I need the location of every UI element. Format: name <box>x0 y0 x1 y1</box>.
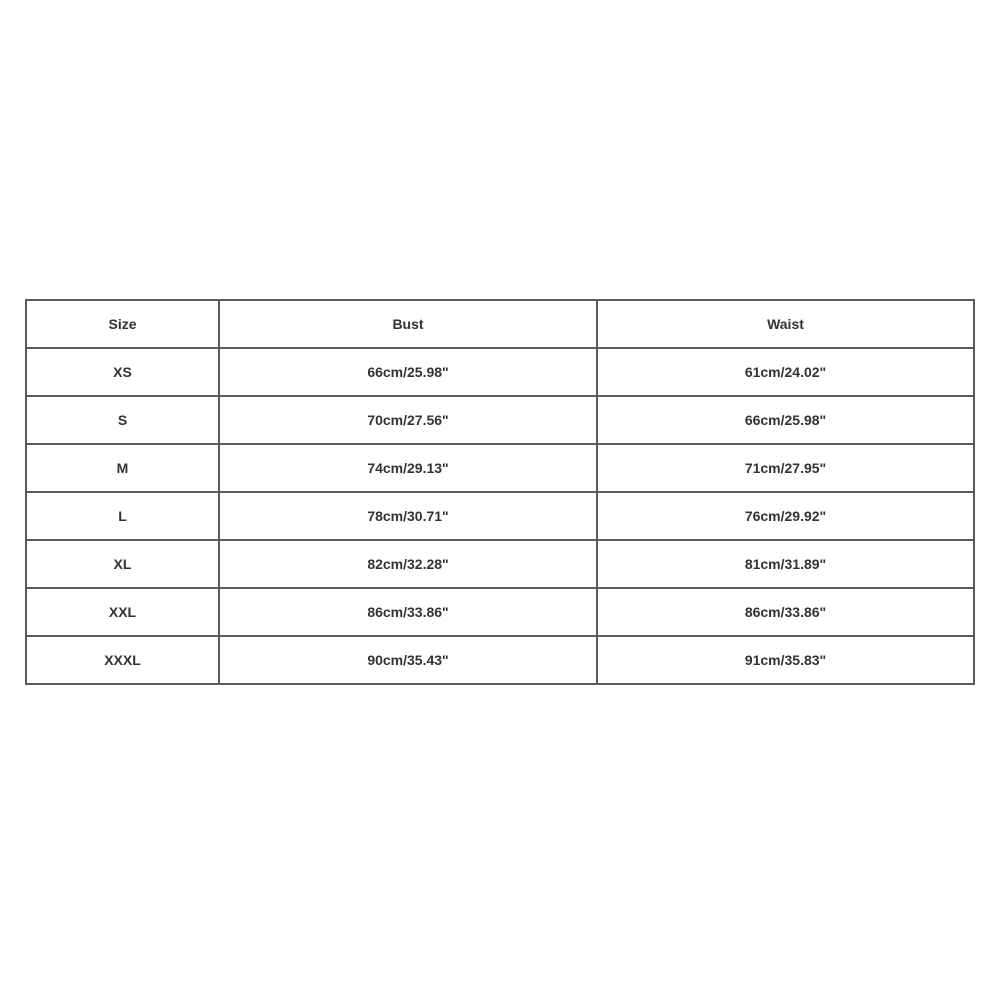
table-row <box>26 492 974 540</box>
table-header-row <box>26 300 974 348</box>
table-row <box>26 348 974 396</box>
size-chart-body <box>26 300 974 684</box>
size-cell: XL <box>26 540 219 588</box>
table-row <box>26 636 974 684</box>
bust-cell: 66cm/25.98" <box>219 348 597 396</box>
header-size: Size <box>26 300 219 348</box>
size-cell: XXXL <box>26 636 219 684</box>
bust-cell: 90cm/35.43" <box>219 636 597 684</box>
bust-cell: 74cm/29.13" <box>219 444 597 492</box>
table-row <box>26 396 974 444</box>
bust-cell: 70cm/27.56" <box>219 396 597 444</box>
size-cell: M <box>26 444 219 492</box>
size-cell: L <box>26 492 219 540</box>
waist-cell: 61cm/24.02" <box>597 348 974 396</box>
bust-cell: 78cm/30.71" <box>219 492 597 540</box>
waist-cell: 71cm/27.95" <box>597 444 974 492</box>
waist-cell: 66cm/25.98" <box>597 396 974 444</box>
waist-cell: 91cm/35.83" <box>597 636 974 684</box>
bust-cell: 86cm/33.86" <box>219 588 597 636</box>
waist-cell: 76cm/29.92" <box>597 492 974 540</box>
waist-cell: 81cm/31.89" <box>597 540 974 588</box>
table-row <box>26 444 974 492</box>
size-chart-table <box>25 299 975 685</box>
size-cell: XXL <box>26 588 219 636</box>
bust-cell: 82cm/32.28" <box>219 540 597 588</box>
table-row <box>26 588 974 636</box>
waist-cell: 86cm/33.86" <box>597 588 974 636</box>
header-bust: Bust <box>219 300 597 348</box>
header-waist: Waist <box>597 300 974 348</box>
size-cell: XS <box>26 348 219 396</box>
table-row <box>26 540 974 588</box>
size-cell: S <box>26 396 219 444</box>
